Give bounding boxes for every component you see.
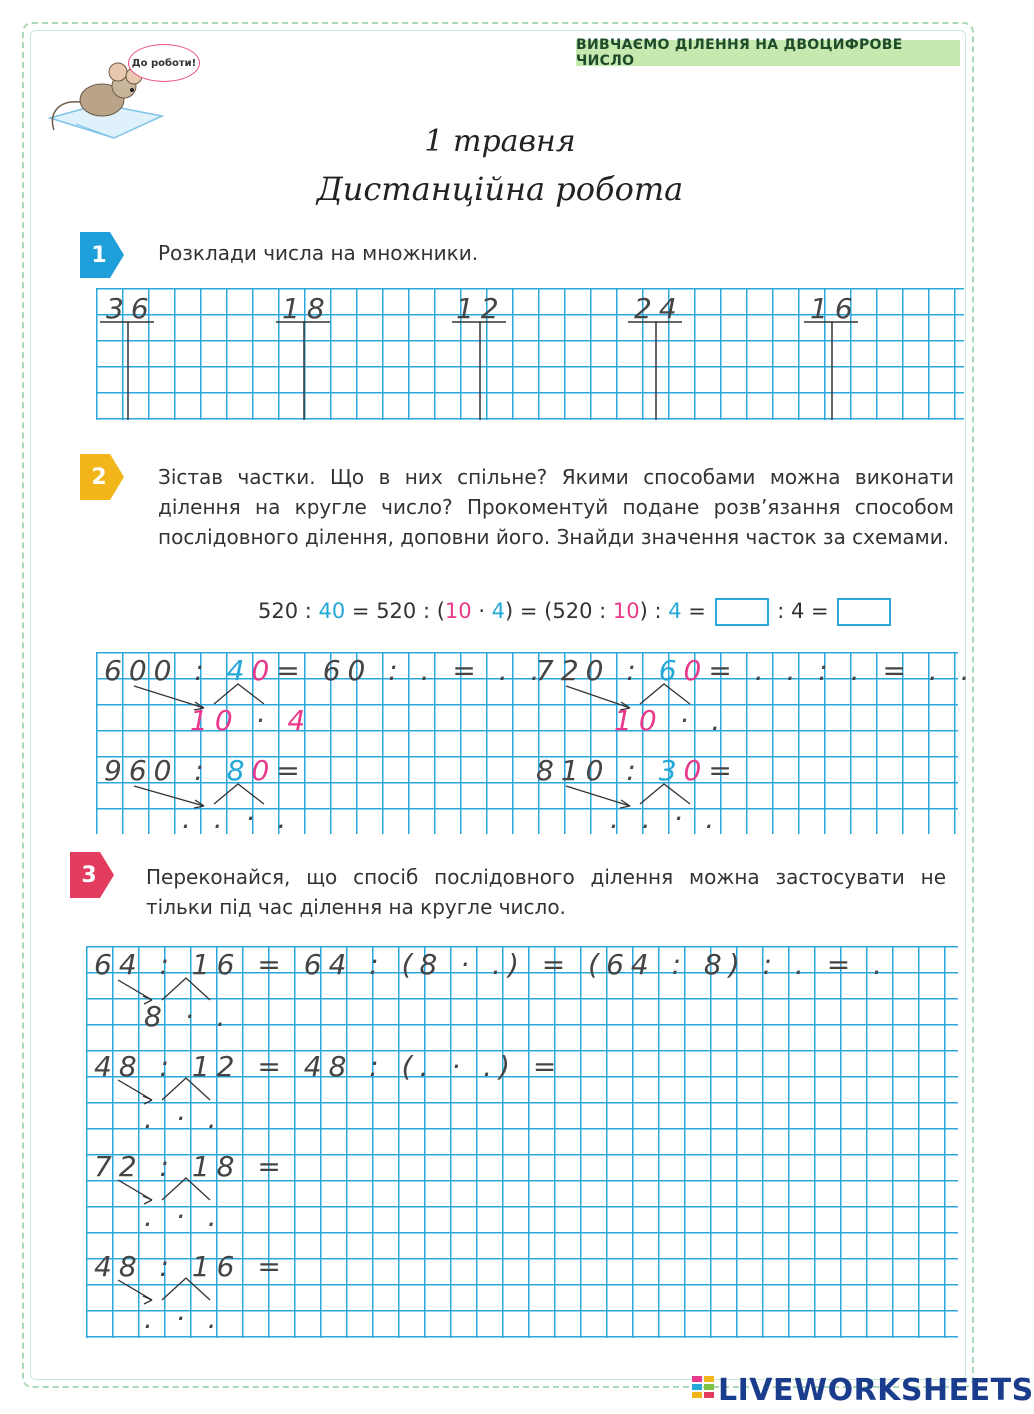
- task3-text: Переконайся, що спосіб послідовного ділення можна застосувати не тільки під час ділення на кругле число.: [146, 865, 946, 919]
- topic-banner: ВИВЧАЄМО ДІЛЕННЯ НА ДВОЦИФРОВЕ ЧИСЛО: [576, 40, 960, 66]
- liveworksheets-logo-icon: [692, 1376, 714, 1404]
- task1-number-2: 18: [282, 292, 332, 325]
- task3-row-3: 72 : 18 =: [94, 1150, 288, 1183]
- task1-number-3: 12: [456, 292, 506, 325]
- task2-expr-b: 720 : 60= . . : . = . .: [536, 654, 977, 687]
- task2-expr-d: 810 : 30=: [536, 754, 739, 787]
- task1-number-4: 24: [634, 292, 684, 325]
- task3-row-1: 64 : 16 = 64 : (8 · .) = (64 : 8) : . = .: [94, 948, 889, 981]
- task1-number-5: 16: [810, 292, 860, 325]
- task3-factors-4: . · .: [144, 1302, 224, 1335]
- task3-factors-1: 8 · .: [144, 1000, 233, 1033]
- task2-factors-d: . . · .: [610, 802, 722, 835]
- task2-formula: 520 : 40 = 520 : (10 · 4) = (520 : 10) : 4 = : 4 =: [258, 598, 893, 626]
- date-title: 1 травня: [424, 124, 576, 159]
- task1-number-1: 36: [106, 292, 156, 325]
- task2-factors-b: 10 · .: [614, 704, 728, 737]
- task2-expr-a: 600 : 40= 60 : . = . .: [104, 654, 547, 687]
- task-badge-3: 3: [70, 852, 114, 898]
- task-badge-2: 2: [80, 454, 124, 500]
- subtitle: Дистанційна робота: [316, 170, 684, 208]
- task1-text: Розклади числа на множники.: [158, 241, 479, 265]
- task2-factors-c: . . · .: [182, 802, 294, 835]
- task3-row-4: 48 : 16 =: [94, 1250, 288, 1283]
- task3-factors-2: . · .: [144, 1102, 224, 1135]
- task-badge-1: 1: [80, 232, 124, 278]
- task3-row-2: 48 : 12 = 48 : (. · .) =: [94, 1050, 564, 1083]
- speech-bubble: До роботи!: [128, 44, 200, 82]
- task2-factors-a: 10 · 4: [190, 704, 313, 737]
- task3-factors-3: . · .: [144, 1200, 224, 1233]
- task2-text: Зістав частки. Що в них спільне? Якими способами можна виконати ділення на кругле число? Прокоментуй подане розв’язання способом послідовного ділення, доповни його. Знайди значення часток за схемами.: [158, 465, 954, 549]
- task2-expr-c: 960 : 80=: [104, 754, 307, 787]
- liveworksheets-logo[interactable]: LIVEWORKSHEETS: [718, 1373, 1034, 1408]
